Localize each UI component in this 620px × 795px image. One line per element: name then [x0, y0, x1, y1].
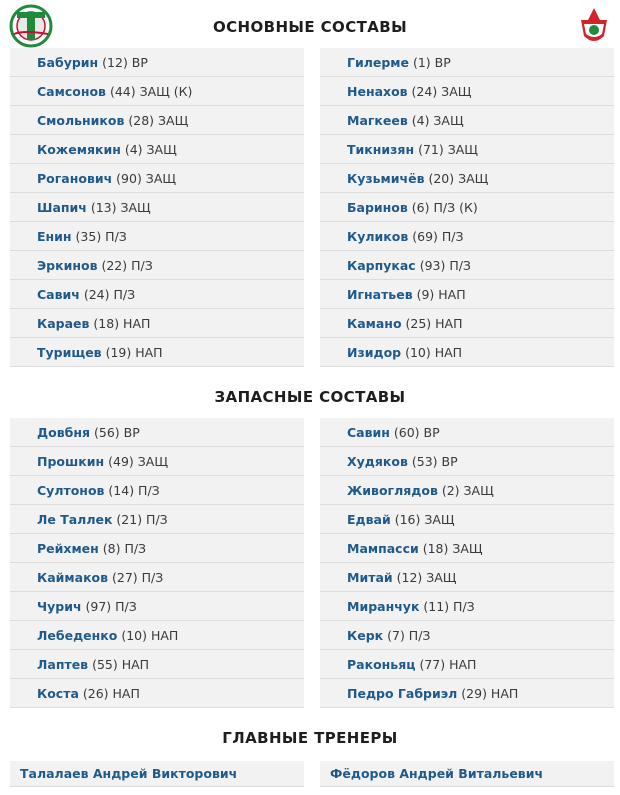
player-number-position: (4) ЗАЩ	[407, 113, 464, 128]
player-number-position: (53) ВР	[407, 454, 458, 469]
player-name-link[interactable]: Бабурин	[37, 55, 99, 70]
player-number-position: (8) П/З	[98, 541, 147, 556]
player-row	[10, 251, 304, 280]
player-number-position: (24) П/З	[79, 287, 136, 302]
player-number-position: (1) ВР	[409, 55, 451, 70]
player-number-position: (4) ЗАЩ	[120, 142, 177, 157]
player-row	[10, 193, 304, 222]
player-number-position: (13) ЗАЩ	[86, 200, 151, 215]
player-row	[320, 679, 614, 708]
player-row	[10, 48, 304, 77]
player-name-link[interactable]: Енин	[37, 229, 72, 244]
player-name-link[interactable]: Самсонов	[37, 84, 106, 99]
player-number-position: (55) НАП	[88, 657, 150, 672]
player-row	[320, 222, 614, 251]
section-title-coaches: ГЛАВНЫЕ ТРЕНЕРЫ	[222, 729, 398, 747]
player-row	[320, 534, 614, 563]
player-name-link[interactable]: Каймаков	[37, 570, 109, 585]
starting-home-list	[10, 48, 304, 367]
player-name-link[interactable]: Мампасси	[347, 541, 419, 556]
player-number-position: (97) П/З	[81, 599, 137, 614]
section-title-subs: ЗАПАСНЫЕ СОСТАВЫ	[214, 388, 406, 406]
player-row	[320, 447, 614, 476]
player-name-link[interactable]: Ле Таллек	[37, 512, 113, 527]
player-row	[10, 280, 304, 309]
player-row	[320, 476, 614, 505]
player-row	[10, 77, 304, 106]
player-row	[10, 563, 304, 592]
player-number-position: (93) П/З	[415, 258, 471, 273]
player-name-link[interactable]: Куликов	[347, 229, 409, 244]
player-row	[10, 592, 304, 621]
subs-away-list	[320, 418, 614, 708]
player-number-position: (28) ЗАЩ	[124, 113, 189, 128]
player-row	[10, 418, 304, 447]
player-row	[320, 77, 614, 106]
player-row	[320, 621, 614, 650]
player-name-link[interactable]: Смольников	[37, 113, 125, 128]
player-name-link[interactable]: Гилерме	[347, 55, 409, 70]
player-number-position: (71) ЗАЩ	[414, 142, 478, 157]
player-row	[320, 592, 614, 621]
player-number-position: (10) НАП	[117, 628, 179, 643]
player-row	[320, 505, 614, 534]
player-number-position: (7) П/З	[383, 628, 431, 643]
player-number-position: (77) НАП	[415, 657, 477, 672]
player-name-link[interactable]: Эркинов	[37, 258, 98, 273]
coach-away-name[interactable]: Фёдоров Андрей Витальевич	[320, 761, 614, 787]
player-name-link[interactable]: Турищев	[37, 345, 102, 360]
player-number-position: (60) ВР	[389, 425, 440, 440]
player-name-link[interactable]: Митай	[347, 570, 393, 585]
player-row	[320, 309, 614, 338]
player-name-link[interactable]: Игнатьев	[347, 287, 413, 302]
player-row	[320, 280, 614, 309]
player-name-link[interactable]: Султонов	[37, 483, 105, 498]
player-row	[10, 679, 304, 708]
player-name-link[interactable]: Тикнизян	[347, 142, 415, 157]
player-name-link[interactable]: Худяков	[347, 454, 408, 469]
player-name-link[interactable]: Кожемякин	[37, 142, 121, 157]
player-name-link[interactable]: Савич	[37, 287, 80, 302]
player-number-position: (16) ЗАЩ	[390, 512, 455, 527]
player-row	[10, 135, 304, 164]
player-number-position: (24) ЗАЩ	[407, 84, 472, 99]
player-name-link[interactable]: Довбня	[37, 425, 91, 440]
player-name-link[interactable]: Коста	[37, 686, 79, 701]
player-row	[320, 106, 614, 135]
player-number-position: (69) П/З	[408, 229, 464, 244]
player-number-position: (9) НАП	[412, 287, 466, 302]
player-row	[320, 164, 614, 193]
player-number-position: (25) НАП	[401, 316, 463, 331]
player-row	[320, 650, 614, 679]
player-number-position: (26) НАП	[78, 686, 140, 701]
player-row	[10, 476, 304, 505]
player-name-link[interactable]: Карпукас	[347, 258, 416, 273]
player-number-position: (10) НАП	[401, 345, 463, 360]
player-name-link[interactable]: Кузьмичёв	[347, 171, 425, 186]
player-row	[320, 338, 614, 367]
player-row	[10, 534, 304, 563]
player-number-position: (22) П/З	[97, 258, 153, 273]
player-number-position: (29) НАП	[457, 686, 519, 701]
player-number-position: (11) П/З	[419, 599, 475, 614]
player-name-link[interactable]: Изидор	[347, 345, 402, 360]
player-number-position: (20) ЗАЩ	[424, 171, 489, 186]
player-number-position: (27) П/З	[108, 570, 164, 585]
player-name-link[interactable]: Магкеев	[347, 113, 408, 128]
player-name-link[interactable]: Прошкин	[37, 454, 105, 469]
player-row	[320, 563, 614, 592]
player-number-position: (12) ЗАЩ	[392, 570, 457, 585]
player-name-link[interactable]: Педро Габриэл	[347, 686, 458, 701]
player-row	[10, 309, 304, 338]
player-name-link[interactable]: Ненахов	[347, 84, 408, 99]
player-number-position: (56) ВР	[90, 425, 140, 440]
player-number-position: (49) ЗАЩ	[104, 454, 168, 469]
player-row	[320, 251, 614, 280]
player-row	[320, 418, 614, 447]
player-name-link[interactable]: Баринов	[347, 200, 408, 215]
player-name-link[interactable]: Керк	[347, 628, 384, 643]
player-name-link[interactable]: Караев	[37, 316, 90, 331]
player-row	[10, 106, 304, 135]
player-row	[10, 505, 304, 534]
player-row	[320, 135, 614, 164]
player-number-position: (90) ЗАЩ	[112, 171, 177, 186]
player-row	[10, 650, 304, 679]
player-number-position: (18) ЗАЩ	[418, 541, 483, 556]
player-name-link[interactable]: Едвай	[347, 512, 391, 527]
player-number-position: (2) ЗАЩ	[437, 483, 494, 498]
player-row	[10, 621, 304, 650]
player-number-position: (35) П/З	[71, 229, 127, 244]
player-name-link[interactable]: Раконьяц	[347, 657, 416, 672]
player-number-position: (21) П/З	[112, 512, 168, 527]
player-number-position: (44) ЗАЩ (К)	[105, 84, 193, 99]
player-number-position: (14) П/З	[104, 483, 160, 498]
coach-away	[320, 761, 614, 787]
starting-away-list	[320, 48, 614, 367]
subs-home-list	[10, 418, 304, 708]
player-name-link[interactable]: Миранчук	[347, 599, 420, 614]
player-name-link[interactable]: Шапич	[37, 200, 87, 215]
player-row	[10, 222, 304, 251]
player-name-link[interactable]: Рейхмен	[37, 541, 99, 556]
player-name-link[interactable]: Лаптев	[37, 657, 89, 672]
player-number-position: (6) П/З (К)	[407, 200, 478, 215]
player-name-link[interactable]: Чурич	[37, 599, 82, 614]
coach-home	[10, 761, 304, 787]
player-row	[320, 48, 614, 77]
player-name-link[interactable]: Живоглядов	[347, 483, 438, 498]
player-number-position: (18) НАП	[89, 316, 151, 331]
player-row	[320, 193, 614, 222]
player-name-link[interactable]: Савин	[347, 425, 390, 440]
player-row	[10, 164, 304, 193]
player-row	[10, 338, 304, 367]
player-name-link[interactable]: Лебеденко	[37, 628, 118, 643]
player-number-position: (19) НАП	[101, 345, 163, 360]
player-number-position: (12) ВР	[98, 55, 148, 70]
player-name-link[interactable]: Камано	[347, 316, 402, 331]
player-name-link[interactable]: Роганович	[37, 171, 113, 186]
coach-home-name[interactable]: Талалаев Андрей Викторович	[10, 761, 304, 787]
player-row	[10, 447, 304, 476]
section-title-starting: ОСНОВНЫЕ СОСТАВЫ	[212, 18, 408, 36]
